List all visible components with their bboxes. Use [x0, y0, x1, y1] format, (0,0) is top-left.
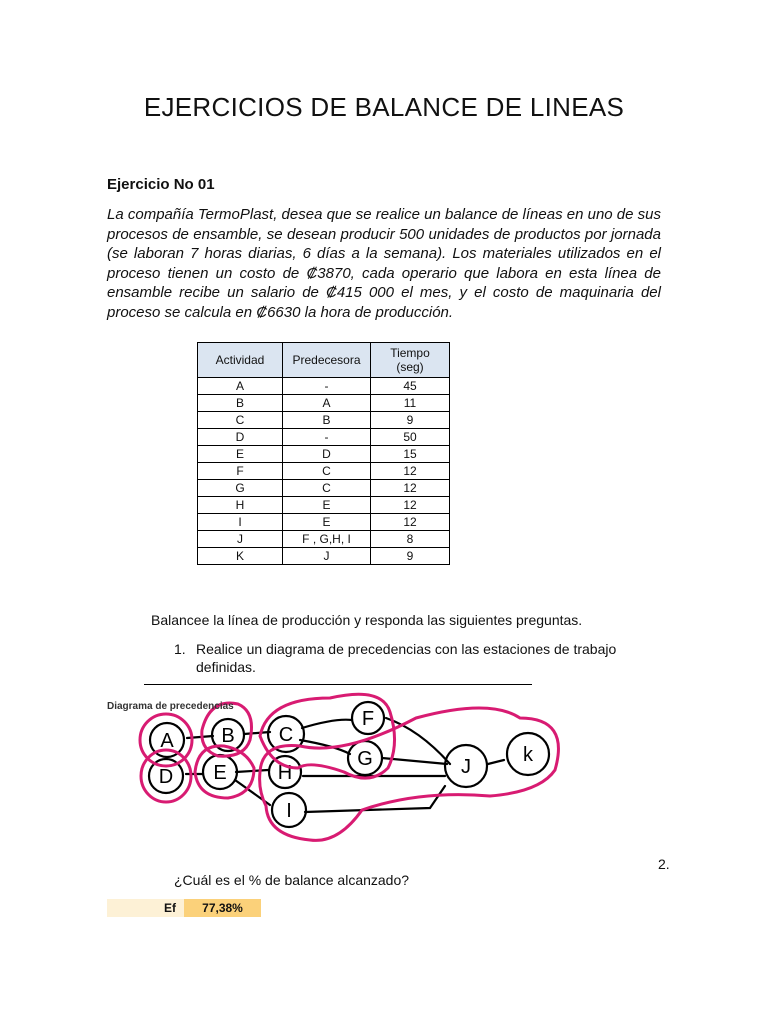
instructions: Balancee la línea de producción y responda las siguientes preguntas.	[151, 612, 583, 628]
node-h-label: H	[277, 762, 293, 784]
table-row	[198, 429, 450, 446]
activity-cell: K	[198, 548, 283, 565]
header-time-label: Tiempo (seg)	[390, 346, 430, 374]
table-row	[198, 395, 450, 412]
predecessor-cell: F , G,H, I	[283, 531, 371, 548]
question-2-number: 2.	[658, 856, 670, 872]
time-cell: 50	[371, 429, 450, 446]
table-row	[198, 531, 450, 548]
problem-statement: La compañía TermoPlast, desea que se realice un balance de líneas en uno de sus procesos de ensamble, se desean producir 500 unidades de productos por jornada (se laboran 7 horas diarias, 6 días a la semana). Los materiales utilizados en el proceso tienen un costo de ₡3870, cada operario que labora en esta línea de ensamble recibe un salario de ₡415 000 el mes, y el costo de maquinaria del proceso se calcula en ₡6630 la hora de producción.	[107, 206, 661, 321]
time-cell: 12	[371, 514, 450, 531]
predecessor-cell: J	[283, 548, 371, 565]
node-a-label: A	[160, 730, 174, 752]
header-activity: Actividad	[198, 343, 283, 378]
activity-cell: E	[198, 446, 283, 463]
predecessor-cell: -	[283, 429, 371, 446]
time-cell: 8	[371, 531, 450, 548]
predecessor-cell: C	[283, 480, 371, 497]
page-title: EJERCICIOS DE BALANCE DE LINEAS	[143, 92, 625, 122]
activity-cell: F	[198, 463, 283, 480]
time-cell: 12	[371, 480, 450, 497]
predecessor-cell: B	[283, 412, 371, 429]
activity-cell: H	[198, 497, 283, 514]
activity-cell: I	[198, 514, 283, 531]
time-cell: 15	[371, 446, 450, 463]
activities-table	[197, 342, 450, 565]
activity-cell: C	[198, 412, 283, 429]
node-i-label: I	[286, 800, 292, 822]
predecessor-cell: D	[283, 446, 371, 463]
efficiency-label: Ef	[107, 899, 184, 917]
time-cell: 11	[371, 395, 450, 412]
time-cell: 12	[371, 497, 450, 514]
time-cell: 9	[371, 548, 450, 565]
question-1-text: Realice un diagrama de precedencias con las estaciones de trabajo definidas.	[196, 641, 617, 675]
header-time	[371, 343, 450, 378]
time-cell: 45	[371, 378, 450, 395]
predecessor-cell: E	[283, 497, 371, 514]
efficiency-result	[107, 899, 261, 917]
node-c-label: C	[278, 724, 294, 746]
table-row	[198, 480, 450, 497]
node-d-label: D	[158, 766, 174, 788]
table-row	[198, 548, 450, 565]
table-row	[198, 412, 450, 429]
efficiency-value: 77,38%	[184, 899, 261, 917]
node-b-label: B	[221, 725, 235, 747]
divider	[144, 684, 532, 685]
header-predecessor: Predecesora	[283, 343, 371, 378]
activity-cell: G	[198, 480, 283, 497]
activity-cell: B	[198, 395, 283, 412]
diagram-label: Diagrama de precedencias	[107, 701, 234, 712]
table-row	[198, 514, 450, 531]
table-row	[198, 378, 450, 395]
node-g-label: G	[357, 748, 373, 770]
table-header-row	[198, 343, 450, 378]
precedence-diagram	[100, 690, 560, 850]
activity-cell: J	[198, 531, 283, 548]
node-e-label: E	[213, 762, 227, 784]
node-f-label: F	[361, 708, 375, 730]
time-cell: 9	[371, 412, 450, 429]
question-1-number: 1.	[174, 641, 186, 657]
predecessor-cell: C	[283, 463, 371, 480]
predecessor-cell: A	[283, 395, 371, 412]
table-row	[198, 497, 450, 514]
predecessor-cell: E	[283, 514, 371, 531]
node-j-label: J	[461, 756, 471, 778]
activity-cell: D	[198, 429, 283, 446]
node-k-label: k	[523, 744, 533, 766]
exercise-heading: Ejercicio No 01	[107, 176, 215, 193]
table-row	[198, 463, 450, 480]
activity-cell: A	[198, 378, 283, 395]
time-cell: 12	[371, 463, 450, 480]
table-row	[198, 446, 450, 463]
predecessor-cell: -	[283, 378, 371, 395]
question-2-text: ¿Cuál es el % de balance alcanzado?	[174, 872, 410, 888]
